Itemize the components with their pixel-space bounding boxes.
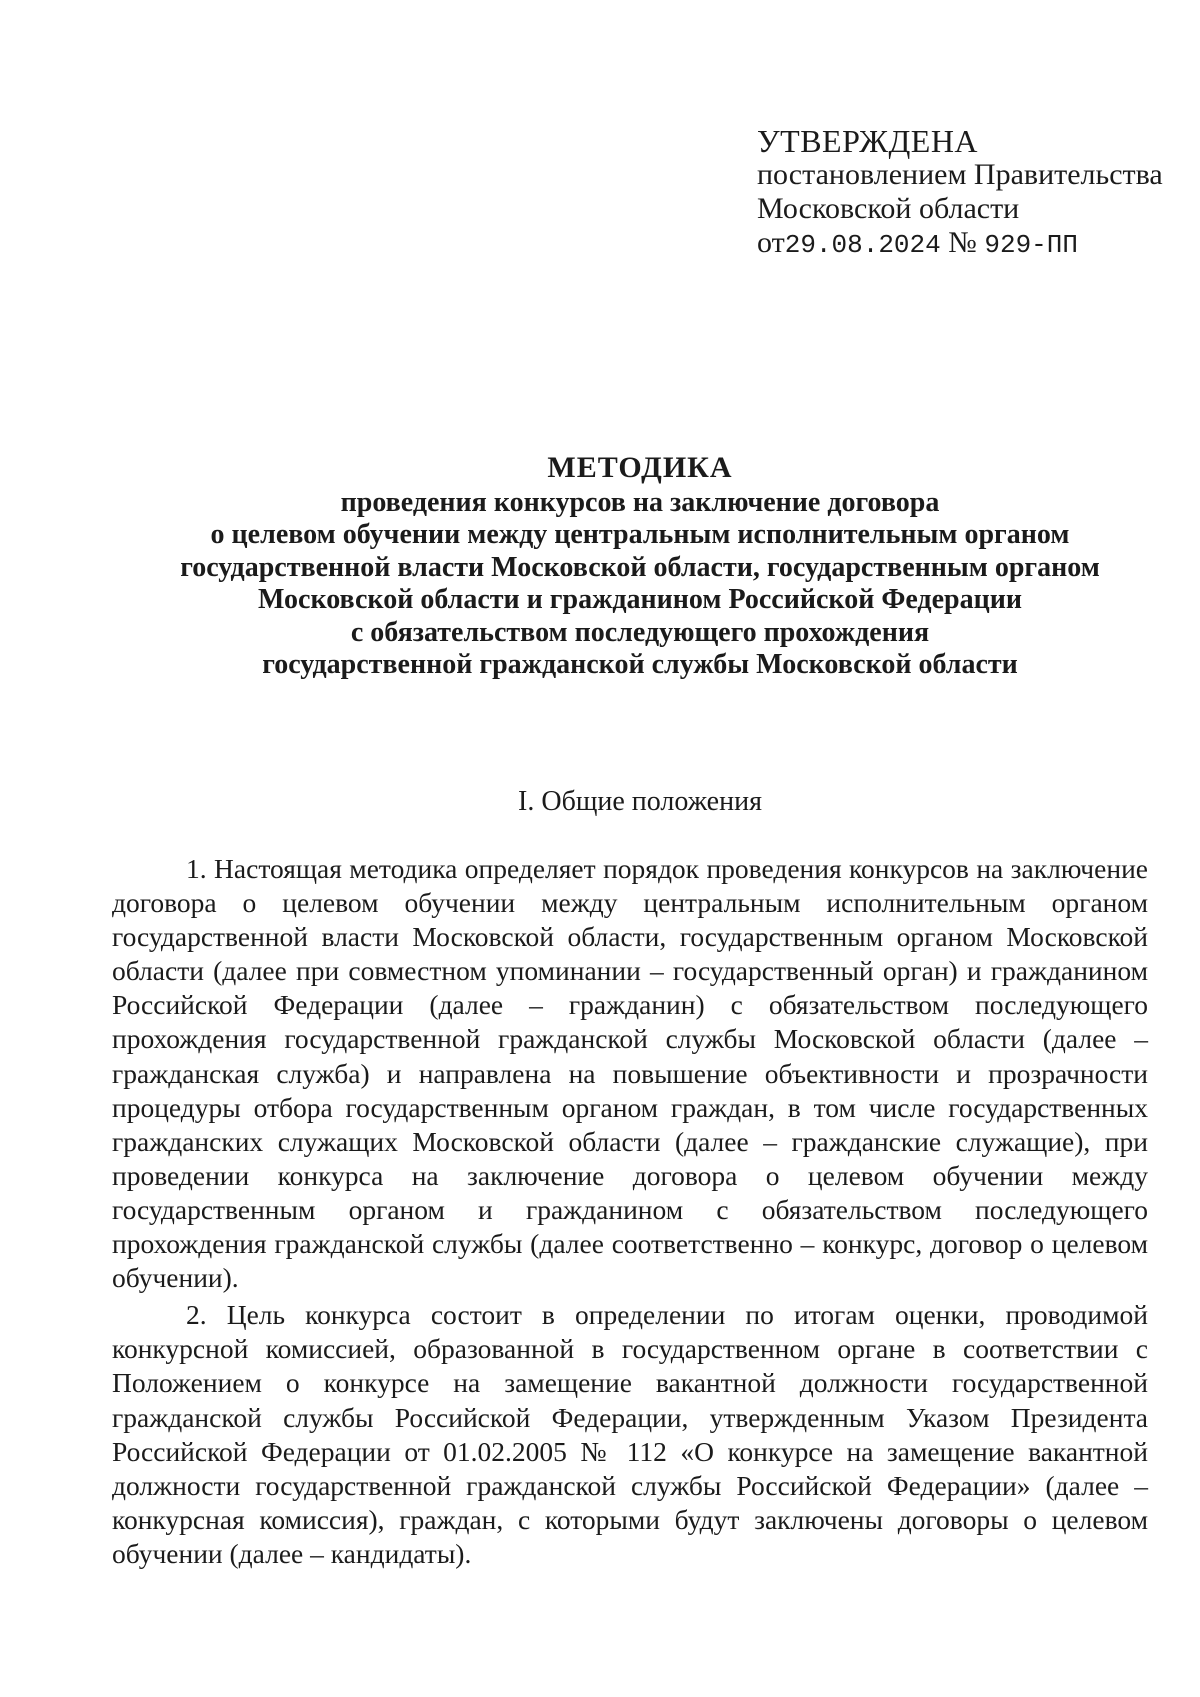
section-heading: I. Общие положения xyxy=(518,786,762,817)
date-value: 29.08.2024 xyxy=(784,230,941,260)
number-sign: № xyxy=(948,226,977,259)
approval-line-2: Московской области xyxy=(757,192,1020,225)
paragraph-1: 1. Настоящая методика определяет порядок проведения конкурсов на заключение договора о целевом обучении между центральным исполнительным органом государственной власти Московской области, государственным органом Московской области (далее при совместном упоминании – государственный орган) и гражданином Российской Федерации (далее – гражданин) с обязательством последующего прохождения государственной гражданской службы Московской области (далее – гражданская служба) и направлена на повышение объективности и прозрачности процедуры отбора государственным органом граждан, в том числе государственных гражданских служащих Московской области (далее – гражданские служащие), при проведении конкурса на заключение договора о целевом обучении между государственным органом и гражданином с обязательством последующего прохождения гражданской службы (далее соответственно – конкурс, договор о целевом обучении). xyxy=(112,853,1148,1294)
approval-block xyxy=(757,124,1177,262)
approval-stamp: УТВЕРЖДЕНА xyxy=(757,123,979,159)
number-value: 929-ПП xyxy=(984,230,1078,260)
date-prefix: от xyxy=(757,226,785,259)
paragraph-2: 2. Цель конкурса состоит в определении по итогам оценки, проводимой конкурсной комиссией, образованной в государственном органе в соответствии с Положением о конкурсе на замещение вакантной должности государственной гражданской службы Российской Федерации, утвержденным Указом Президента Российской Федерации от 01.02.2005 № 112 «О конкурсе на замещение вакантной должности государственной гражданской службы Российской Федерации» (далее – конкурсная комиссия), граждан, с которыми будут заключены договоры о целевом обучении (далее – кандидаты). xyxy=(112,1299,1148,1569)
title-line-6: государственной гражданской службы Московской области xyxy=(262,649,1018,680)
title-line-1: проведения конкурсов на заключение договора xyxy=(340,486,940,518)
approval-line-1: постановлением Правительства xyxy=(757,158,1163,191)
approval-date-line xyxy=(757,226,1177,262)
title-line-2: о целевом обучении между центральным исполнительным органом xyxy=(210,519,1070,550)
document-title xyxy=(100,452,1180,682)
title-line-4: Московской области и гражданином Российской Федерации xyxy=(257,584,1022,615)
title-main: МЕТОДИКА xyxy=(547,451,733,484)
title-line-5: с обязательством последующего прохождения xyxy=(350,616,930,648)
document-body xyxy=(112,852,1148,1574)
title-line-3: государственной власти Московской области, государственным органом xyxy=(180,551,1100,583)
